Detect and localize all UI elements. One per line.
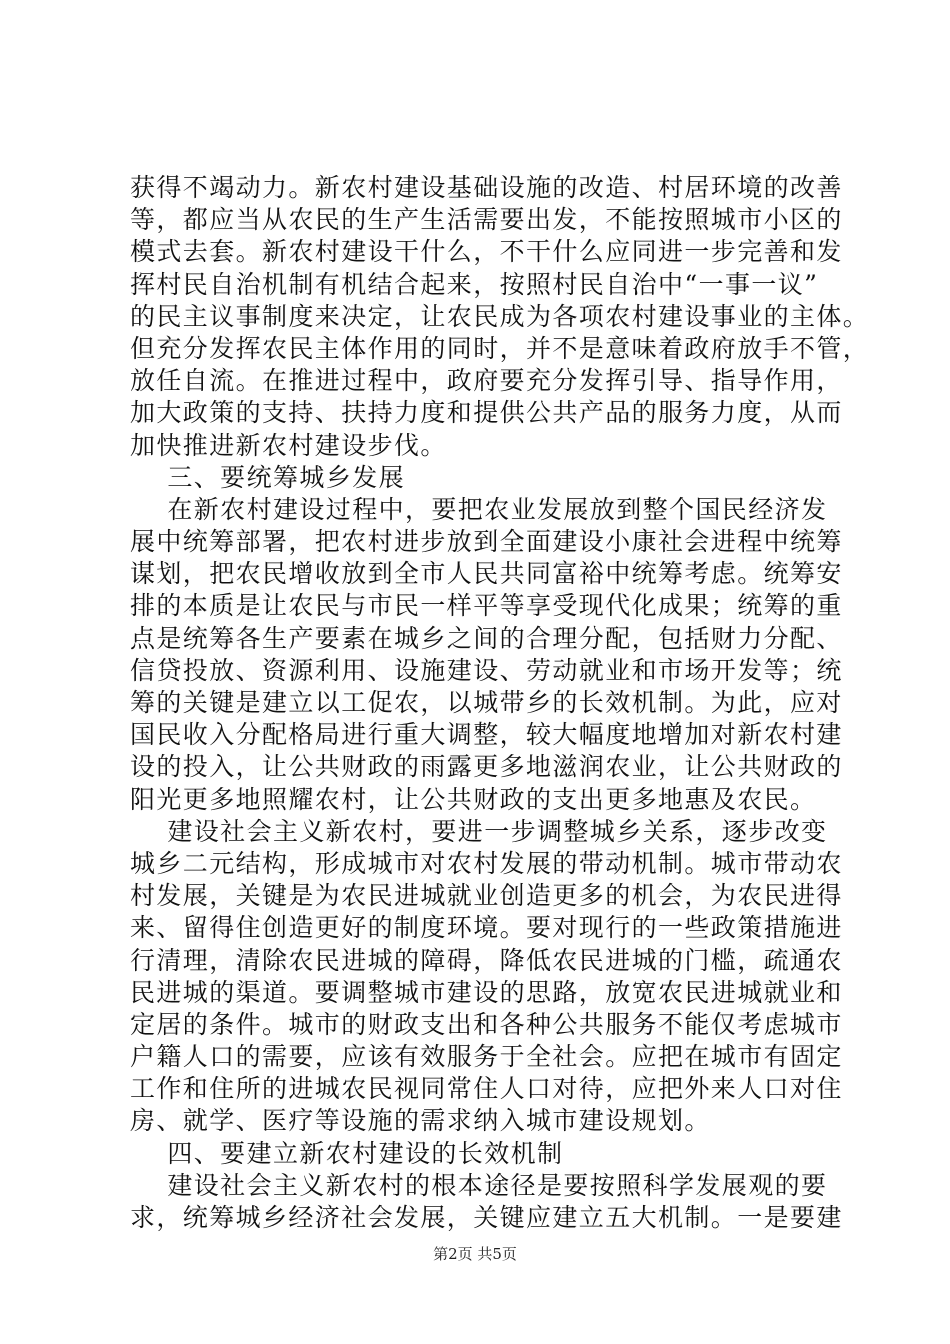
text-line: 定居的条件。城市的财政支出和各种公共服务不能仅考虑城市 [130,1009,843,1039]
text-line: 挥村民自治机制有机结合起来，按照村民自治中“一事一议” [130,269,819,299]
text-line: 来、留得住创造更好的制度环境。要对现行的一些政策措施进 [130,913,843,943]
page-footer: 第2页 共5页 [433,1245,517,1263]
section-heading: 四、要建立新农村建设的长效机制 [130,1138,564,1168]
text-line: 民进城的渠道。要调整城市建设的思路，放宽农民进城就业和 [130,977,843,1007]
text-line: 户籍人口的需要，应该有效服务于全社会。应把在城市有固定 [130,1042,843,1072]
text-line: 放任自流。在推进过程中，政府要充分发挥引导、指导作用， [130,366,843,396]
text-line: 筹的关键是建立以工促农，以城带乡的长效机制。为此，应对 [130,688,843,717]
text-line: 村发展，关键是为农民进城就业创造更多的机会，为农民进得 [130,881,843,911]
text-line: 的民主议事制度来决定，让农民成为各项农村建设事业的主体。 [130,301,870,331]
text-line: 加快推进新农村建设步伐。 [130,430,447,460]
text-line: 等，都应当从农民的生产生活需要出发，不能按照城市小区的 [130,205,843,235]
text-line: 谋划，把农民增收放到全市人民共同富裕中统筹考虑。统筹安 [130,559,843,589]
text-line: 但充分发挥农民主体作用的同时，并不是意味着政府放手不管， [130,333,870,363]
text-line: 国民收入分配格局进行重大调整，较大幅度地增加对新农村建 [130,720,843,750]
text-line: 信贷投放、资源利用、设施建设、劳动就业和市场开发等；统 [130,655,843,685]
text-line: 获得不竭动力。新农村建设基础设施的改造、村居环境的改善 [130,173,843,202]
text-line: 模式去套。新农村建设干什么，不干什么应同进一步完善和发 [130,237,843,267]
text-line: 加大政策的支持、扶持力度和提供公共产品的服务力度，从而 [130,398,843,428]
text-line: 行清理，清除农民进城的障碍，降低农民进城的门槛，疏通农 [130,945,843,975]
text-line: 工作和住所的进城农民视同常住人口对待，应把外来人口对住 [130,1074,843,1104]
text-line: 排的本质是让农民与市民一样平等享受现代化成果；统筹的重 [130,591,843,621]
text-line: 阳光更多地照耀农村，让公共财政的支出更多地惠及农民。 [130,784,817,814]
text-line: 展中统筹部署，把农村进步放到全面建设小康社会进程中统筹 [130,527,843,557]
text-line: 建设社会主义新农村，要进一步调整城乡关系，逐步改变 [130,816,828,846]
text-line: 设的投入，让公共财政的雨露更多地滋润农业，让公共财政的 [130,752,843,782]
text-line: 求，统筹城乡经济社会发展，关键应建立五大机制。一是要建 [130,1203,843,1232]
text-line: 在新农村建设过程中，要把农业发展放到整个国民经济发 [130,494,828,524]
text-line: 房、就学、医疗等设施的需求纳入城市建设规划。 [130,1106,711,1136]
text-line: 建设社会主义新农村的根本途径是要按照科学发展观的要 [130,1170,828,1200]
text-line: 点是统筹各生产要素在城乡之间的合理分配，包括财力分配、 [130,623,843,653]
section-heading: 三、要统筹城乡发展 [130,462,405,492]
document-body [130,172,870,1234]
text-line: 城乡二元结构，形成城市对农村发展的带动机制。城市带动农 [130,848,843,878]
